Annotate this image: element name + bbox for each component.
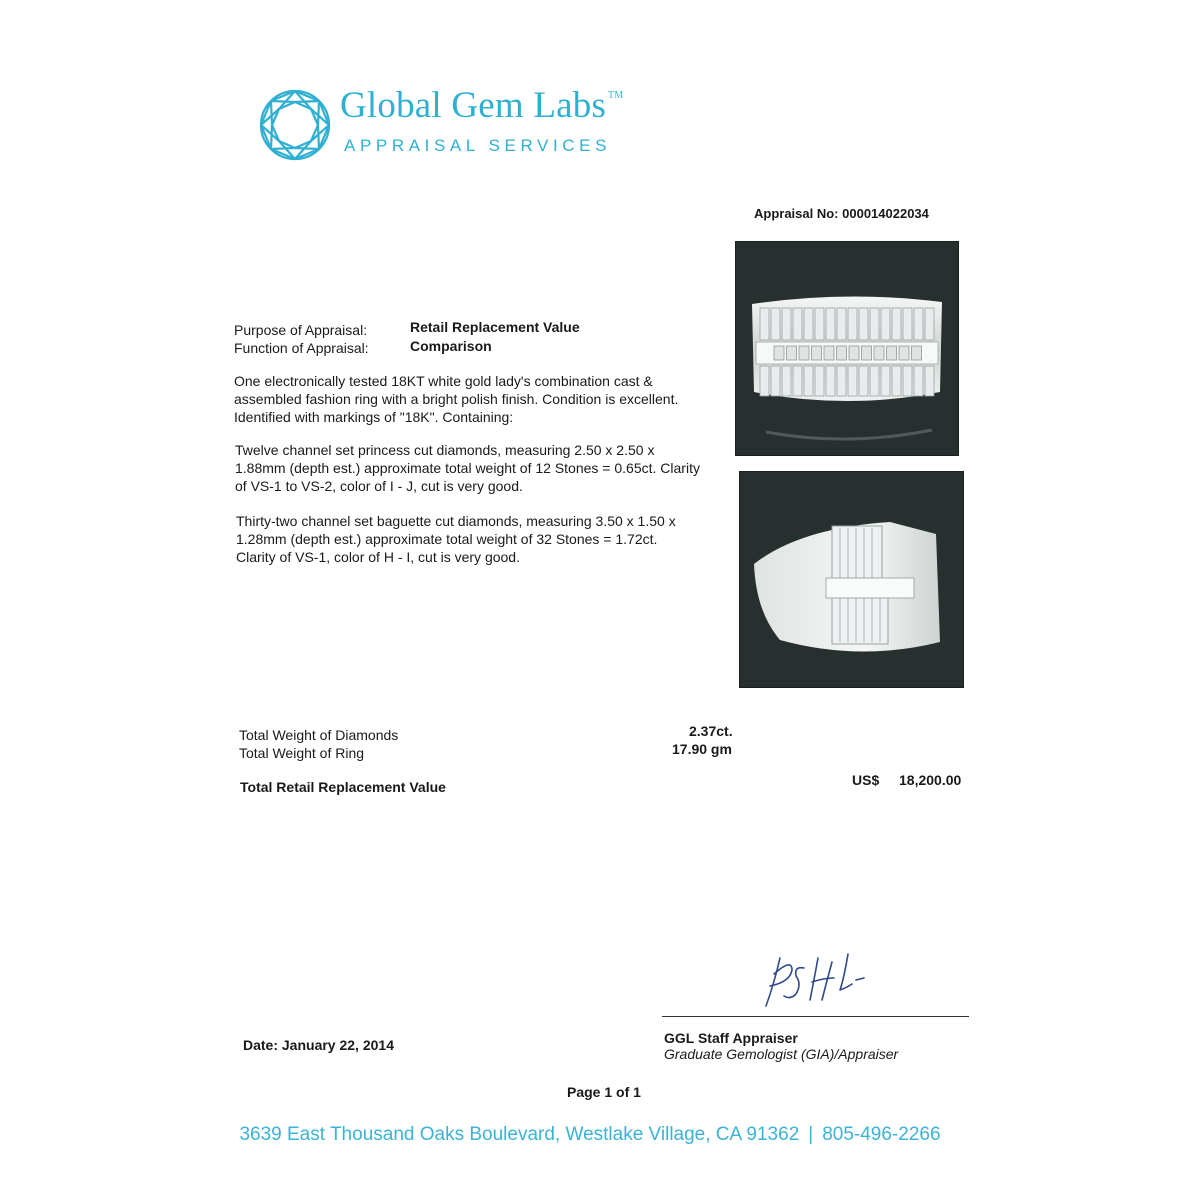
ring-photo-front [735,241,959,456]
princess-stone [824,346,834,360]
appraisal-date: Date: January 22, 2014 [243,1037,394,1053]
baguette-stone [848,308,857,340]
baguette-stone [804,308,813,340]
page-number: Page 1 of 1 [567,1084,641,1100]
purpose-label: Purpose of Appraisal: [234,322,368,338]
baguette-stone [925,308,934,340]
purpose-value: Retail Replacement Value [410,319,580,335]
footer-address: 3639 East Thousand Oaks Boulevard, Westlake Village, CA 91362 [239,1124,800,1145]
appraiser-title: GGL Staff Appraiser [664,1030,798,1046]
footer-phone: 805-496-2266 [822,1124,941,1145]
baguette-stone [837,308,846,340]
baguette-stone [793,366,802,396]
baguette-stone [837,366,846,396]
princess-diamonds-description: Twelve channel set princess cut diamonds, measuring 2.50 x 2.50 x 1.88mm (depth est.) approximate total weight of 12 Stones = 0.65ct. Clarity of VS-1 to VS-2, color of I - J, cut is very good. [235,442,700,494]
diamond-logo-icon [258,88,332,162]
baguette-stone [859,366,868,396]
ring-description: One electronically tested 18KT white gold lady's combination cast & assembled fashion ring with a bright polish finish. Condition is excellent. Identified with markings of "18K". Containing: [234,373,679,425]
brand-tagline: APPRAISAL SERVICES [344,136,612,155]
trademark-mark: TM [608,90,624,101]
baguette-stone [870,366,879,396]
baguette-stone [782,366,791,396]
brand-name [340,84,623,127]
baguette-stone [914,366,923,396]
baguette-stone [760,308,769,340]
baguette-stone [848,366,857,396]
princess-stone [912,346,922,360]
total-weight-diamonds-value: 2.37ct. [689,723,733,739]
total-weight-ring-label: Total Weight of Ring [239,745,365,761]
princess-stone [862,346,872,360]
ring-photo-side [739,471,964,688]
baguette-stone [771,366,780,396]
baguette-stone [826,366,835,396]
baguette-stone [815,366,824,396]
footer-contact [0,1124,1180,1146]
baguette-stone [771,308,780,340]
baguette-stone [892,366,901,396]
princess-stone [887,346,897,360]
baguette-stone [826,308,835,340]
baguette-stone [914,308,923,340]
baguette-stone [804,366,813,396]
appraiser-credential: Graduate Gemologist (GIA)/Appraiser [664,1046,899,1062]
signature-line [662,1016,969,1017]
total-weight-diamonds-label: Total Weight of Diamonds [239,727,399,743]
princess-stone [837,346,847,360]
baguette-diamonds-description: Thirty-two channel set baguette cut diamonds, measuring 3.50 x 1.50 x 1.28mm (depth est.) approximate total weight of 32 Stones = 1.72ct. Clarity of VS-1, color of H - I, cut is very good. [236,513,676,565]
total-retail-value-amount: 18,200.00 [899,772,962,788]
footer-separator: | [808,1124,814,1145]
currency-label: US$ [852,772,880,788]
baguette-stone [870,308,879,340]
function-label: Function of Appraisal: [234,340,369,356]
baguette-stone [793,308,802,340]
baguette-stone [760,366,769,396]
princess-stone [787,346,797,360]
baguette-stone [859,308,868,340]
baguette-stone [782,308,791,340]
total-retail-value-label: Total Retail Replacement Value [240,779,446,795]
princess-stone [874,346,884,360]
baguette-stone [925,366,934,396]
baguette-stone [892,308,901,340]
total-weight-ring-value: 17.90 gm [672,741,732,757]
princess-stone [812,346,822,360]
baguette-stone [881,308,890,340]
handwritten-signature [752,944,872,1014]
princess-stone [849,346,859,360]
princess-stone [899,346,909,360]
baguette-stone [815,308,824,340]
function-value: Comparison [410,338,492,354]
princess-stone [774,346,784,360]
brand-name-text: Global Gem Labs [340,85,607,126]
baguette-stone [903,366,912,396]
baguette-stone [903,308,912,340]
appraisal-number: Appraisal No: 000014022034 [754,206,929,221]
princess-stone [799,346,809,360]
baguette-stone [881,366,890,396]
